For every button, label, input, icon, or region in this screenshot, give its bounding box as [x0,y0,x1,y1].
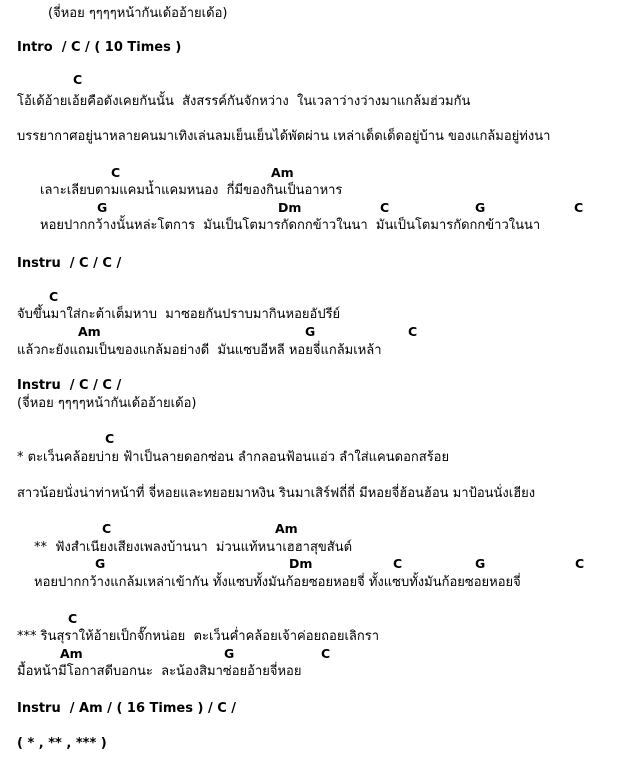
chord-label: G [224,646,235,661]
instru-line: Instru / C / C / [17,256,122,271]
chord-label: Am [271,165,294,180]
chord-label: Dm [278,200,302,215]
chord-label: C [321,646,331,661]
chord-label: Dm [289,556,313,571]
lyric-line: เลาะเลียบตามแคมน้ำแคมหนอง กี่มีของกินเป็นอาหาร [40,183,343,198]
instru-line: Instru / C / C / [17,378,122,393]
lyric-line: * ตะเว็นคล้อยบ่าย ฟ้าเป็นลายดอกซ่อน ลำกลอนฟ้อนแอ่ว ลำใส่แคนดอกสร้อย [17,450,450,465]
chord-label: C [49,289,59,304]
chord-label: C [408,324,418,339]
chord-label: C [102,521,112,536]
lyric-line: บรรยากาศอยู่นาหลายคนมาเทิงเล่นลมเย็นเย็นได้พัดผ่าน เหล่าเด็ดเด็ดอยู่บ้าน ของแกล้มอยู่ท่งนา [17,129,551,144]
chord-label: G [97,200,108,215]
chord-label: G [95,556,106,571]
lyric-line: หอยปากกว้างนั้นหล่ะโตการ มันเป็นโตมารกัดกกข้าวในนา มันเป็นโตมารกัดกกข้าวในนา [40,218,541,233]
lyric-line: ** ฟังสำเนียงเสียงเพลงบ้านนา ม่วนแท้หนาเฮฮาสุขสันต์ [34,540,353,555]
chord-label: Am [78,324,101,339]
instru-note: (จี่หอย ๆๆๆๆหน้ากันเด้ออ้ายเด้อ) [17,396,197,411]
chord-label: C [105,431,115,446]
lyric-line: แล้วกะยังแถมเป็นของแกล้มอย่างดี มันแซบอีหลี หอยจี่แกล้มเหล้า [17,343,382,358]
chord-label: G [475,556,486,571]
chord-label: Am [275,521,298,536]
intro-line: Intro / C / ( 10 Times ) [17,40,182,55]
lyric-line: จับขึ้นมาใส่กะต้าเต็มหาบ มาซอยกันปราบมากินหอยอัปรีย์ [17,307,341,322]
chord-label: C [574,200,584,215]
lyric-line: หอยปากกว้างแกล้มเหล่าเข้ากัน ทั้งแซบทั้งมันก้อยซอยหอยจี่ ทั้งแซบทั้งมันก้อยซอยหอยจี่ [34,575,521,590]
chord-label: G [475,200,486,215]
instru-line: Instru / Am / ( 16 Times ) / C / [17,701,237,716]
chord-label: C [393,556,403,571]
chord-label: C [111,165,121,180]
chord-label: C [575,556,585,571]
chord-label: G [305,324,316,339]
lyric-line: มื้อหน้ามีโอกาสดีบอกนะ ละน้องสิมาซ่อยอ้ายจี่หอย [17,664,302,679]
lyric-line: สาวน้อยนั่งน่าท่าหน้าที่ จี่หอยและทยอยมาหงิน รินมาเสิร์ฟถี่ถี่ มีหอยจี่ฮ้อนฮ้อน มาป้อนนั่งเฮียง [17,486,536,501]
chord-label: C [73,72,83,87]
chord-label: Am [60,646,83,661]
lyric-line: โอ้เด้อ้ายเอ้ยคือดังเคยกันนั้น สังสรรค์กันจักหว่าง ในเวลาว่างว่างมาแกล้มฮ่วมกัน [17,94,471,109]
header-note: (จี่หอย ๆๆๆๆหน้ากันเด้ออ้ายเด้อ) [48,6,228,21]
lyric-line: *** รินสุราให้อ้ายเป็กจั๊กหน่อย ตะเว็นค่ำคล้อยเจ้าค่อยถอยเลิกรา [17,629,380,644]
chord-label: C [68,611,78,626]
repeat-marker: ( * , ** , *** ) [17,736,107,751]
chord-label: C [380,200,390,215]
